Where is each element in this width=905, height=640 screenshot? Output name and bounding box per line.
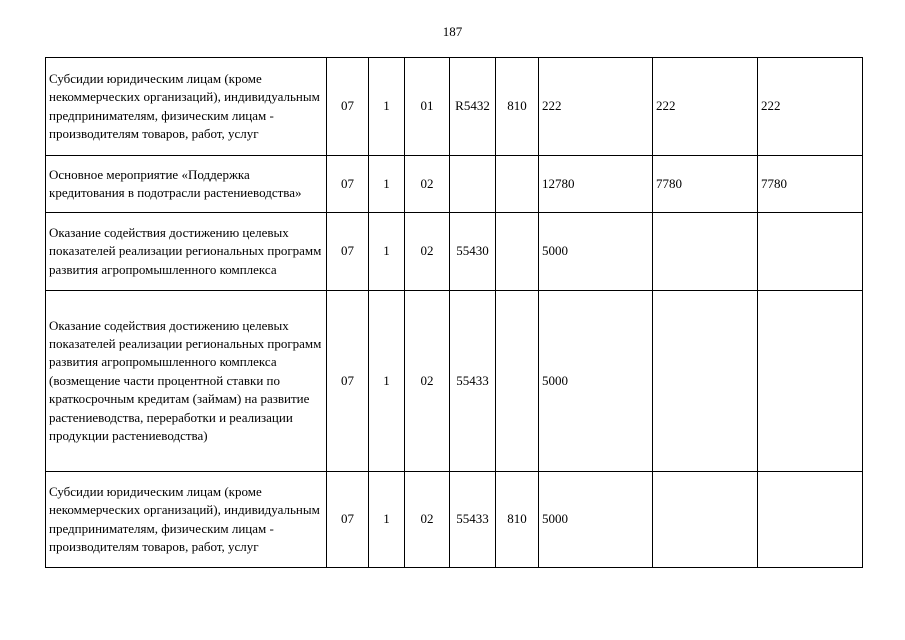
- amount-3-cell: [758, 213, 863, 291]
- amount-3-cell: 7780: [758, 156, 863, 213]
- amount-3-cell: [758, 291, 863, 472]
- table-row: [46, 291, 863, 472]
- amount-2-cell: [653, 213, 758, 291]
- expense-type-cell: [496, 213, 539, 291]
- page-number: 187: [442, 24, 463, 39]
- amount-2-cell: 222: [653, 58, 758, 156]
- amount-3-cell: 222: [758, 58, 863, 156]
- program-code-cell: 1: [369, 156, 405, 213]
- table-row: [46, 156, 863, 213]
- subprogram-code-cell: 01: [405, 58, 450, 156]
- amount-2-cell: 7780: [653, 156, 758, 213]
- expense-type-cell: 810: [496, 472, 539, 568]
- direction-code-cell: 55433: [450, 291, 496, 472]
- expense-type-cell: [496, 291, 539, 472]
- subprogram-code-cell: 02: [405, 291, 450, 472]
- table-row: [46, 58, 863, 156]
- amount-1-cell: 12780: [539, 156, 653, 213]
- amount-1-cell: 5000: [539, 213, 653, 291]
- row-name-cell: Оказание содействия достижению целевых показателей реализации региональных программ развития агропромышленного комплекса: [46, 213, 327, 291]
- direction-code-cell: 55430: [450, 213, 496, 291]
- subprogram-code-cell: 02: [405, 213, 450, 291]
- program-code-cell: 1: [369, 58, 405, 156]
- budget-table: [45, 57, 863, 568]
- row-name-cell: Основное мероприятие «Поддержка кредитования в подотрасли растениеводства»: [46, 156, 327, 213]
- direction-code-cell: [450, 156, 496, 213]
- amount-1-cell: 222: [539, 58, 653, 156]
- section-code-cell: 07: [327, 472, 369, 568]
- expense-type-cell: [496, 156, 539, 213]
- program-code-cell: 1: [369, 472, 405, 568]
- section-code-cell: 07: [327, 213, 369, 291]
- expense-type-cell: 810: [496, 58, 539, 156]
- amount-2-cell: [653, 291, 758, 472]
- amount-3-cell: [758, 472, 863, 568]
- program-code-cell: 1: [369, 291, 405, 472]
- amount-1-cell: 5000: [539, 472, 653, 568]
- direction-code-cell: 55433: [450, 472, 496, 568]
- amount-2-cell: [653, 472, 758, 568]
- table-row: [46, 213, 863, 291]
- subprogram-code-cell: 02: [405, 472, 450, 568]
- row-name-cell: Субсидии юридическим лицам (кроме некоммерческих организаций), индивидуальным предпринимателям, физическим лицам - производителям товаров, работ, услуг: [46, 472, 327, 568]
- row-name-cell: Субсидии юридическим лицам (кроме некоммерческих организаций), индивидуальным предпринимателям, физическим лицам - производителям товаров, работ, услуг: [46, 58, 327, 156]
- row-name-cell: Оказание содействия достижению целевых показателей реализации региональных программ развития агропромышленного комплекса (возмещение части процентной ставки по краткосрочным кредитам (займам) на развитие растениеводства, переработки и реализации продукции растениеводства): [46, 291, 327, 472]
- section-code-cell: 07: [327, 156, 369, 213]
- table-row: [46, 472, 863, 568]
- section-code-cell: 07: [327, 291, 369, 472]
- amount-1-cell: 5000: [539, 291, 653, 472]
- section-code-cell: 07: [327, 58, 369, 156]
- subprogram-code-cell: 02: [405, 156, 450, 213]
- program-code-cell: 1: [369, 213, 405, 291]
- direction-code-cell: R5432: [450, 58, 496, 156]
